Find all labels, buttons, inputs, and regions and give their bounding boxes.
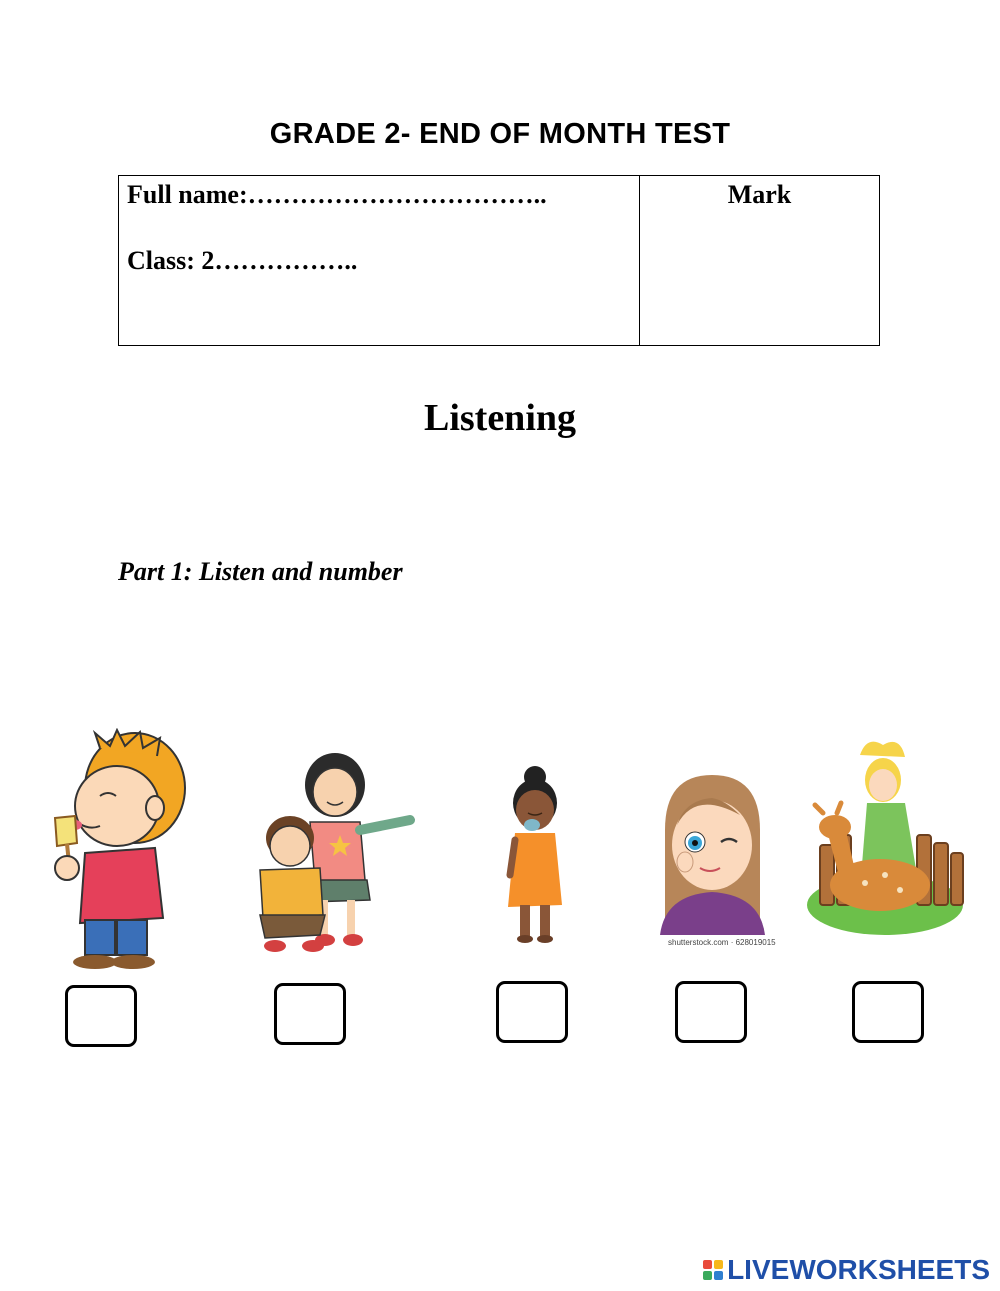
answer-box-2[interactable]: [274, 983, 346, 1045]
girl-winking-eye-icon: [655, 770, 770, 940]
student-info-table: [118, 175, 880, 346]
image-credit: shutterstock.com · 628019015: [668, 938, 776, 947]
girl-smelling-icon: [490, 765, 580, 945]
mark-label: Mark: [727, 180, 792, 209]
page-title: GRADE 2- END OF MONTH TEST: [269, 118, 731, 150]
part-1-title: Part 1: Listen and number: [118, 557, 403, 586]
girl-touching-deer-icon: [805, 735, 970, 940]
answer-box-1[interactable]: [65, 985, 137, 1047]
full-name-field[interactable]: Full name:……………………………..: [127, 180, 547, 209]
class-field[interactable]: Class: 2……………..: [127, 246, 358, 275]
student-info-cell: [119, 176, 640, 346]
answer-box-5[interactable]: [852, 981, 924, 1043]
boy-licking-ice-cream-icon: [45, 728, 195, 973]
brand-name: LIVEWORKSHEETS: [727, 1254, 990, 1285]
liveworksheets-logo: [703, 1254, 990, 1286]
logo-icon: [703, 1260, 723, 1280]
answer-box-3[interactable]: [496, 981, 568, 1043]
section-title: Listening: [423, 397, 577, 439]
answer-box-4[interactable]: [675, 981, 747, 1043]
children-listening-icon: [245, 750, 420, 960]
mark-cell: [640, 176, 880, 346]
